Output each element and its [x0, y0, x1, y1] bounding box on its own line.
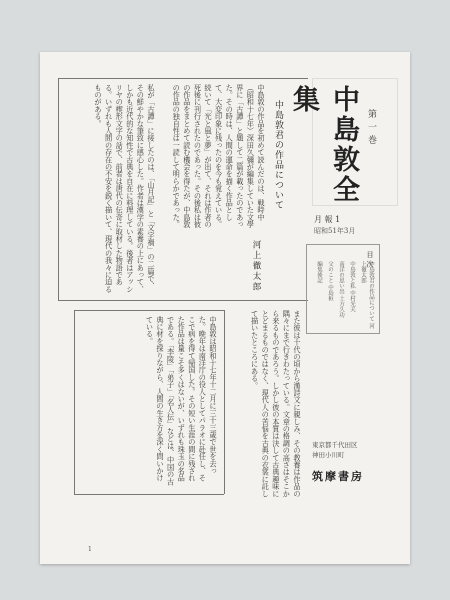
monthly-report-label: 月 報 1: [314, 215, 341, 224]
upper-top-rule: [58, 78, 308, 79]
title-block: [288, 78, 398, 206]
collection-title: 中島敦全集: [288, 85, 359, 205]
article-block-middle: 私が「古譚」に接したのは、「山月記」と「文字禍」の二篇で、その鮮やかな筆致に感心した。作者は漢学の素養の上にあって、しかも近代的な知性で古典を自在に料理している。後者はアッシリヤの楔形文字の話で、前者は唐代の伝奇に取材した物語である。いずれも人間の存在の不安を鋭く描いて、現代の我々に迫るものがある。: [94, 84, 156, 293]
table-of-contents: [306, 244, 380, 334]
toc-item: 編集後記: [316, 261, 322, 283]
monthly-report-date: 昭和51年3月: [314, 227, 356, 235]
article-block-side: また彼は十代の頃から漢詩文に親しみ、その教養は作品の隅々にまで行きわたっている。文章の格調の高さはそこから来るものであろう。しかし彼の本質は決して古典趣味にとどまるものではなく、現代人の苦悩を古典の衣裳に託して描いたところにある。: [250, 310, 302, 498]
lower-box-top-rule: [74, 310, 224, 311]
publisher-address: [312, 440, 358, 460]
upper-bottom-rule: [58, 300, 308, 301]
publisher-name: 筑摩書房: [312, 470, 364, 483]
toc-item: 中島敦君の作品について 河上徹太郎: [360, 261, 374, 329]
upper-left-rule: [58, 78, 59, 300]
volume-label: 第一巻: [366, 109, 376, 148]
article-block-upper: 中島敦の作品を初めて読んだのは、戦時中（昭和十七年）深田久彌が編集していた文學界に「古譚」と題して二篇が載ったのであった。その時は、人間の運命を描く作品として、大変印象に残ったのを今も覚えている。続いて「光と風と夢」が出て、それは作者の死後に刊行されたのであった。その後私は彼の作品をまとめて読む機会を得たが、中島敦の作品の独自性は一読して明らかであった。: [172, 84, 266, 228]
toc-heading: 目 次: [366, 251, 374, 268]
toc-item: 南洋の思い出 土方久功: [338, 261, 344, 318]
article-block-lower: 中島敦は昭和十七年十二月に三十三歳で世を去った。晩年は南洋庁の役人としてパラオに赴任し、そこで病を得て帰国した。その短い生涯の間に残された作品は量こそ多くはないが、いずれも珠玉の名品である。「李陵」「弟子」「名人伝」などは、中国の古典に材を採りながら、人間の生き方を深く問いかけている。: [145, 316, 218, 486]
lower-box-left-rule: [74, 310, 75, 494]
page-number: 1: [88, 546, 92, 553]
article-title: 中島敦君の作品について: [273, 100, 283, 210]
article-author: 河上徹太郎: [251, 240, 261, 293]
publisher-address-line: 東京都千代田区: [312, 441, 358, 449]
publisher-address-line: 神田小川町: [312, 451, 345, 459]
lower-box-bottom-rule: [74, 494, 224, 495]
toc-item: 父のこと 中島桓: [327, 261, 333, 302]
toc-item: 中島敦と私 中村光夫: [349, 261, 355, 313]
lower-box-right-rule: [224, 310, 225, 494]
